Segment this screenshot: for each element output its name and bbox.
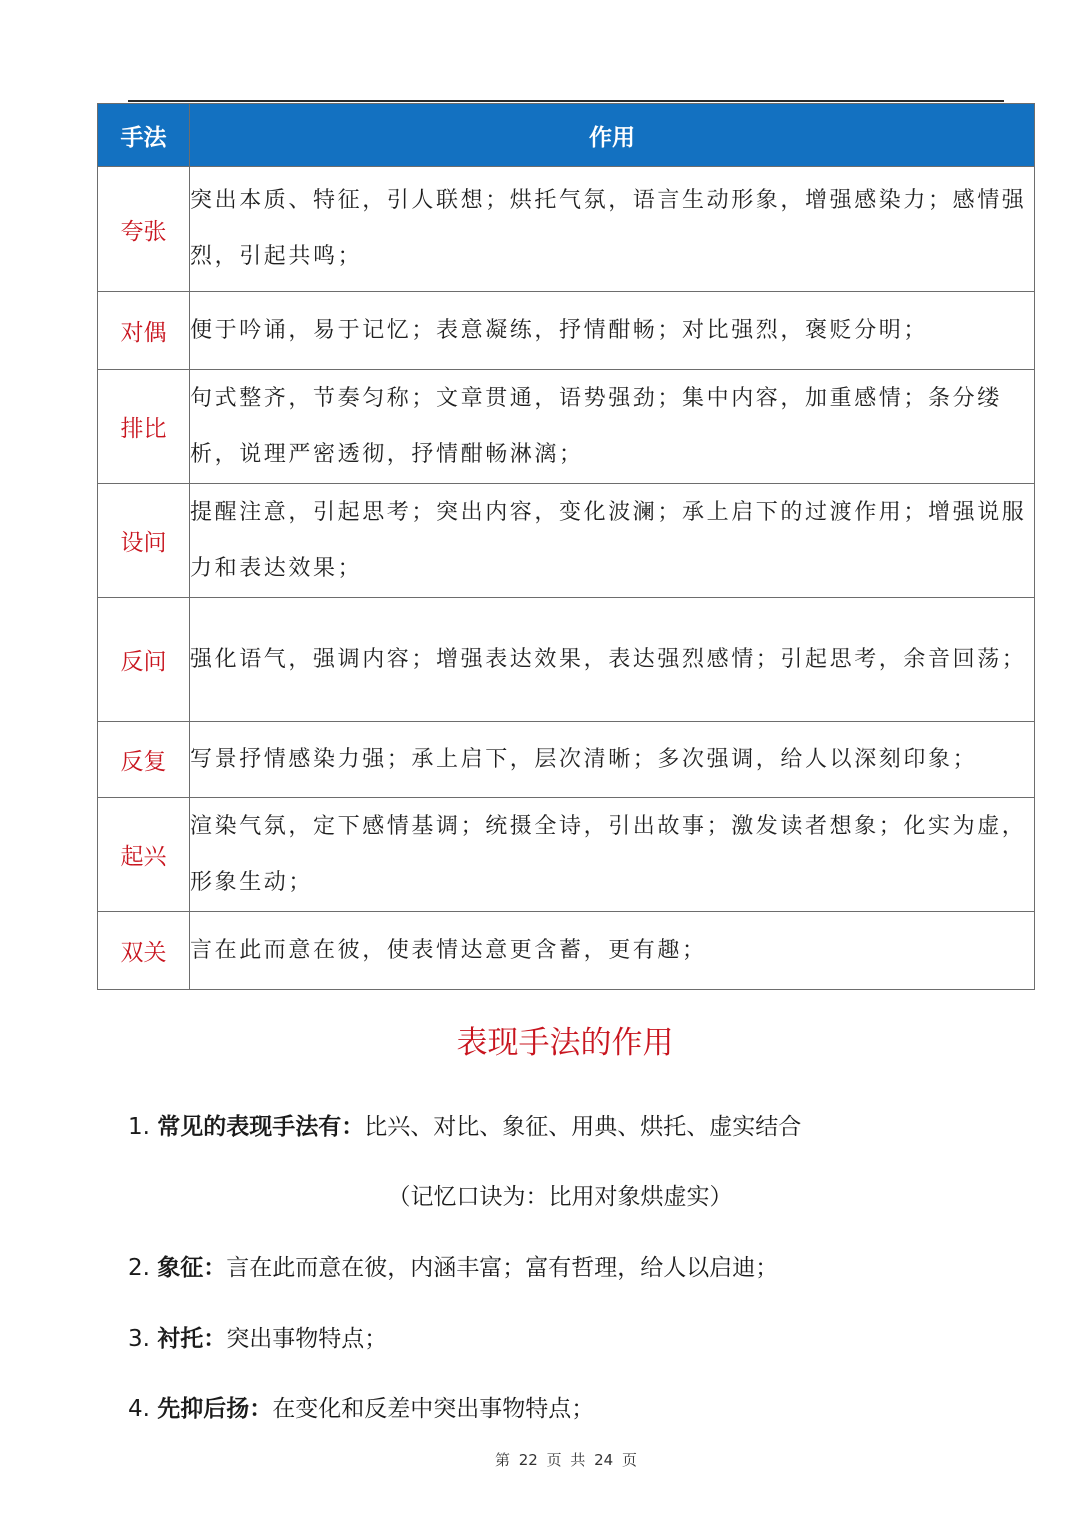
page-footer: 第 22 页 共 24 页 — [494, 1451, 637, 1469]
method-cell: 排比 — [98, 370, 190, 484]
method-cell: 双关 — [98, 912, 190, 990]
effect-cell: 言在此而意在彼，使表情达意更含蓄，更有趣； — [190, 912, 1035, 990]
table-row — [98, 798, 1035, 912]
table-row — [98, 912, 1035, 990]
method-cell: 对偶 — [98, 292, 190, 370]
item-label: 象征： — [157, 1255, 227, 1281]
rhetoric-table — [97, 103, 1035, 990]
item-label: 常见的表现手法有： — [157, 1114, 365, 1140]
item-desc: 突出事物特点； — [226, 1326, 388, 1352]
header-method: 手法 — [98, 104, 190, 167]
top-rule — [128, 100, 1004, 102]
item-number: 3. — [128, 1326, 150, 1352]
table-row — [98, 598, 1035, 722]
method-cell: 设问 — [98, 484, 190, 598]
table-row — [98, 292, 1035, 370]
item-number: 1. — [128, 1114, 150, 1140]
item-label: 衬托： — [157, 1326, 227, 1352]
effect-cell: 突出本质、特征，引人联想；烘托气氛，语言生动形象，增强感染力；感情强烈，引起共鸣； — [190, 167, 1035, 292]
method-cell: 反复 — [98, 722, 190, 798]
item-desc: 在变化和反差中突出事物特点； — [272, 1396, 595, 1422]
table-row — [98, 167, 1035, 292]
effect-cell: 提醒注意，引起思考；突出内容，变化波澜；承上启下的过渡作用；增强说服力和表达效果； — [190, 484, 1035, 598]
list-item — [128, 1249, 778, 1282]
method-cell: 夸张 — [98, 167, 190, 292]
effect-cell: 句式整齐，节奏匀称；文章贯通，语势强劲；集中内容，加重感情；条分缕析，说理严密透彻，抒情酣畅淋漓； — [190, 370, 1035, 484]
mnemonic-note: （记忆口诀为：比用对象烘虚实） — [387, 1184, 733, 1210]
item-desc: 比兴、对比、象征、用典、烘托、虚实结合 — [364, 1114, 802, 1140]
effect-cell: 强化语气，强调内容；增强表达效果，表达强烈感情；引起思考，余音回荡； — [190, 598, 1035, 722]
table-row — [98, 484, 1035, 598]
list-item — [128, 1108, 801, 1141]
item-label: 先抑后扬： — [157, 1396, 273, 1422]
effect-cell: 渲染气氛，定下感情基调；统摄全诗，引出故事；激发读者想象；化实为虚，形象生动； — [190, 798, 1035, 912]
item-number: 2. — [128, 1255, 150, 1281]
header-effect: 作用 — [190, 104, 1035, 167]
table-header-row — [98, 104, 1035, 167]
table-row — [98, 722, 1035, 798]
list-item — [128, 1390, 594, 1423]
table-row — [98, 370, 1035, 484]
method-cell: 反问 — [98, 598, 190, 722]
method-cell: 起兴 — [98, 798, 190, 912]
effect-cell: 便于吟诵，易于记忆；表意凝练，抒情酣畅；对比强烈，褒贬分明； — [190, 292, 1035, 370]
effect-cell: 写景抒情感染力强；承上启下，层次清晰；多次强调，给人以深刻印象； — [190, 722, 1035, 798]
item-number: 4. — [128, 1396, 150, 1422]
section-title: 表现手法的作用 — [456, 1025, 674, 1061]
item-desc: 言在此而意在彼，内涵丰富；富有哲理，给人以启迪； — [226, 1255, 779, 1281]
list-item — [128, 1320, 387, 1353]
